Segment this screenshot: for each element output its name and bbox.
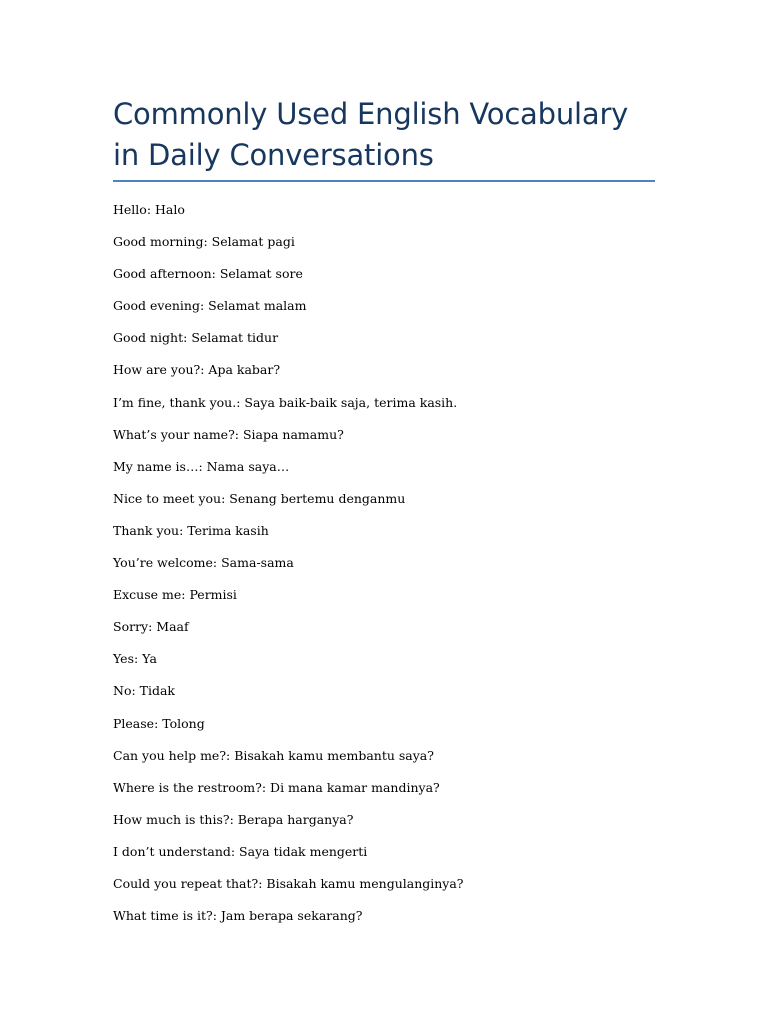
vocabulary-entry: Good afternoon: Selamat sore [113,266,303,282]
vocabulary-list [113,200,673,938]
vocabulary-entry: I’m fine, thank you.: Saya baik-baik saja, terima kasih. [113,394,458,410]
vocabulary-entry: Yes: Ya [113,651,157,667]
vocabulary-entry: Where is the restroom?: Di mana kamar mandinya? [113,779,440,795]
vocabulary-entry: Good evening: Selamat malam [113,298,307,314]
vocabulary-entry: How much is this?: Berapa harganya? [113,811,354,827]
document-title: Commonly Used English Vocabulary in Daily Conversations [113,97,629,172]
vocabulary-entry: Sorry: Maaf [113,619,189,635]
vocabulary-entry: Can you help me?: Bisakah kamu membantu saya? [113,747,434,763]
vocabulary-entry: Hello: Halo [113,202,185,217]
vocabulary-entry: What’s your name?: Siapa namamu? [113,426,344,442]
vocabulary-entry: My name is…: Nama saya… [113,458,290,474]
vocabulary-entry: Good night: Selamat tidur [113,330,279,346]
vocabulary-entry: Could you repeat that?: Bisakah kamu mengulanginya? [113,875,464,891]
vocabulary-entry: I don’t understand: Saya tidak mengerti [113,843,368,859]
vocabulary-entry: How are you?: Apa kabar? [113,362,281,378]
vocabulary-entry: Excuse me: Permisi [113,587,237,603]
vocabulary-entry: Nice to meet you: Senang bertemu denganmu [113,490,406,506]
vocabulary-entry: No: Tidak [113,683,176,699]
vocabulary-entry: Thank you: Terima kasih [113,522,269,538]
vocabulary-entry: Please: Tolong [113,715,205,731]
vocabulary-entry: You’re welcome: Sama-sama [113,555,294,571]
vocabulary-entry: What time is it?: Jam berapa sekarang? [113,908,363,924]
title-underline [113,180,655,182]
vocabulary-entry: Good morning: Selamat pagi [113,234,295,250]
